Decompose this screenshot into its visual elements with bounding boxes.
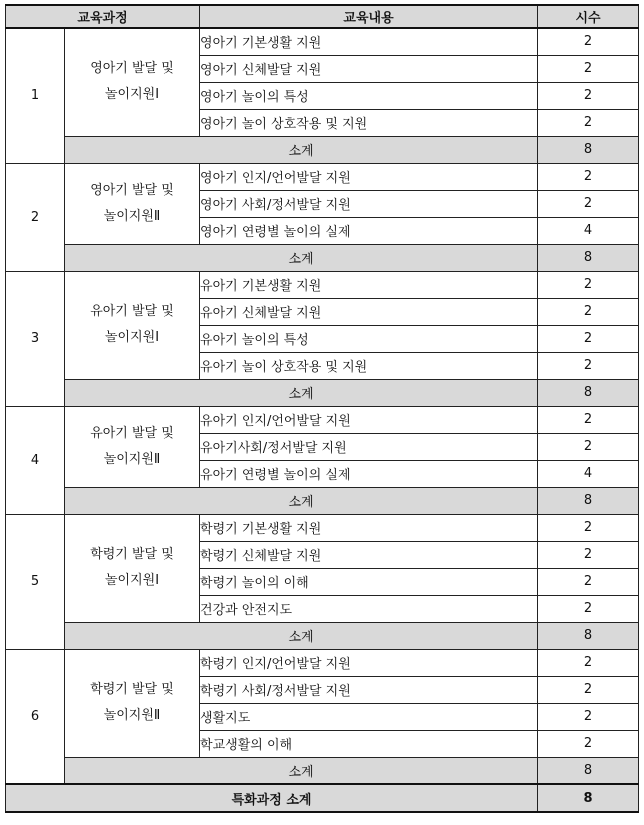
course-name-line1: 유아기 발달 및: [90, 425, 174, 441]
content-cell: 학령기 인지/언어발달 지원: [200, 649, 538, 676]
hours-cell: 2: [538, 271, 639, 298]
course-name: [65, 514, 200, 622]
hours-cell: 2: [538, 163, 639, 190]
total-row: [6, 784, 639, 812]
hours-cell: 2: [538, 325, 639, 352]
course-number: 3: [6, 271, 65, 406]
content-cell: 영아기 연령별 놀이의 실제: [200, 217, 538, 244]
content-cell: 건강과 안전지도: [200, 595, 538, 622]
total-label: 특화과정 소계: [6, 784, 538, 812]
course-name-line2: 놀이지원Ⅰ: [104, 330, 160, 345]
hours-cell: 2: [538, 676, 639, 703]
course-number: 1: [6, 28, 65, 163]
hours-cell: 2: [538, 55, 639, 82]
course-name-line1: 영아기 발달 및: [90, 61, 174, 77]
header-course: 교육과정: [6, 5, 200, 28]
hours-cell: 2: [538, 190, 639, 217]
subtotal-row: [6, 622, 639, 649]
content-cell: 학령기 신체발달 지원: [200, 541, 538, 568]
content-cell: 학령기 사회/정서발달 지원: [200, 676, 538, 703]
content-cell: 유아기사회/정서발달 지원: [200, 433, 538, 460]
course-name-line2: 놀이지원Ⅰ: [104, 573, 160, 588]
subtotal-label: 소계: [65, 487, 538, 514]
course-name-line2: 놀이지원Ⅱ: [103, 708, 161, 723]
hours-cell: 2: [538, 82, 639, 109]
content-cell: 영아기 인지/언어발달 지원: [200, 163, 538, 190]
hours-cell: 2: [538, 649, 639, 676]
content-cell: 학령기 기본생활 지원: [200, 514, 538, 541]
course-name-line2: 놀이지원Ⅰ: [104, 87, 160, 103]
content-cell: 유아기 연령별 놀이의 실제: [200, 460, 538, 487]
header-content: 교육내용: [200, 5, 538, 28]
subtotal-row: [6, 136, 639, 163]
content-cell: 영아기 놀이 상호작용 및 지원: [200, 109, 538, 136]
hours-cell: 2: [538, 28, 639, 55]
table-row: [6, 28, 639, 55]
table-body: [6, 28, 639, 784]
content-cell: 영아기 기본생활 지원: [200, 28, 538, 55]
hours-cell: 2: [538, 352, 639, 379]
course-number: 4: [6, 406, 65, 514]
hours-cell: 4: [538, 460, 639, 487]
course-number: 2: [6, 163, 65, 271]
content-cell: 생활지도: [200, 703, 538, 730]
hours-cell: 2: [538, 433, 639, 460]
subtotal-hours: 8: [538, 136, 639, 163]
header-hours: 시수: [538, 5, 639, 28]
hours-cell: 2: [538, 109, 639, 136]
subtotal-hours: 8: [538, 487, 639, 514]
subtotal-label: 소계: [65, 244, 538, 271]
course-name: [65, 271, 200, 379]
subtotal-hours: 8: [538, 622, 639, 649]
subtotal-hours: 8: [538, 244, 639, 271]
content-cell: 학령기 놀이의 이해: [200, 568, 538, 595]
content-cell: 영아기 신체발달 지원: [200, 55, 538, 82]
course-name-line1: 유아기 발달 및: [90, 304, 174, 319]
course-name-line1: 학령기 발달 및: [90, 682, 174, 697]
hours-cell: 2: [538, 730, 639, 757]
content-cell: 영아기 사회/정서발달 지원: [200, 190, 538, 217]
hours-cell: 4: [538, 217, 639, 244]
content-cell: 영아기 놀이의 특성: [200, 82, 538, 109]
total-hours: 8: [538, 784, 639, 812]
subtotal-row: [6, 757, 639, 784]
header-row: [6, 5, 639, 28]
course-name-line2: 놀이지원Ⅱ: [103, 208, 161, 224]
subtotal-row: [6, 487, 639, 514]
content-cell: 유아기 신체발달 지원: [200, 298, 538, 325]
course-name: [65, 163, 200, 244]
hours-cell: 2: [538, 406, 639, 433]
course-number: 6: [6, 649, 65, 784]
table-row: [6, 163, 639, 190]
course-name-line2: 놀이지원Ⅱ: [103, 451, 161, 467]
course-name: [65, 649, 200, 757]
course-name: [65, 406, 200, 487]
table-row: [6, 406, 639, 433]
subtotal-hours: 8: [538, 379, 639, 406]
subtotal-hours: 8: [538, 757, 639, 784]
content-cell: 유아기 놀이의 특성: [200, 325, 538, 352]
hours-cell: 2: [538, 568, 639, 595]
course-number: 5: [6, 514, 65, 649]
content-cell: 유아기 놀이 상호작용 및 지원: [200, 352, 538, 379]
content-cell: 유아기 기본생활 지원: [200, 271, 538, 298]
curriculum-table: [5, 4, 639, 813]
subtotal-row: [6, 244, 639, 271]
course-name: [65, 28, 200, 136]
content-cell: 학교생활의 이해: [200, 730, 538, 757]
table-row: [6, 514, 639, 541]
course-name-line1: 영아기 발달 및: [90, 182, 174, 198]
course-name-line1: 학령기 발달 및: [90, 547, 174, 562]
subtotal-label: 소계: [65, 757, 538, 784]
subtotal-label: 소계: [65, 136, 538, 163]
subtotal-row: [6, 379, 639, 406]
hours-cell: 2: [538, 298, 639, 325]
table-row: [6, 271, 639, 298]
content-cell: 유아기 인지/언어발달 지원: [200, 406, 538, 433]
subtotal-label: 소계: [65, 622, 538, 649]
hours-cell: 2: [538, 514, 639, 541]
hours-cell: 2: [538, 541, 639, 568]
subtotal-label: 소계: [65, 379, 538, 406]
hours-cell: 2: [538, 595, 639, 622]
hours-cell: 2: [538, 703, 639, 730]
table-row: [6, 649, 639, 676]
